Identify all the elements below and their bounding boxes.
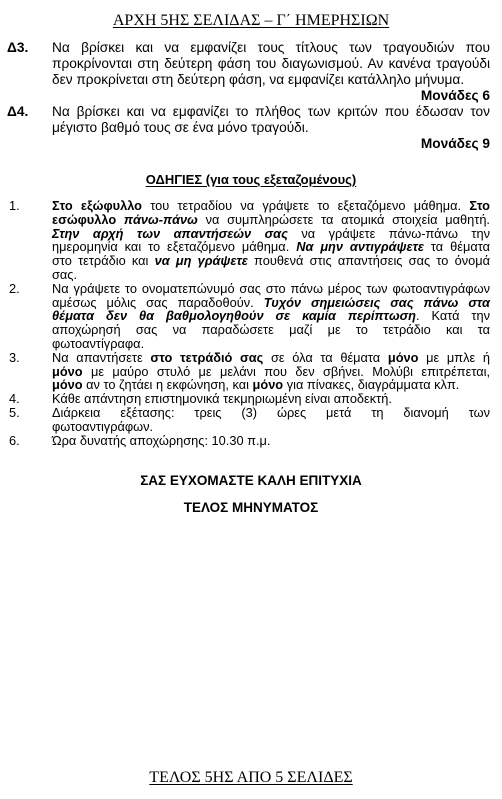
emphasis-text: μόνο <box>252 377 284 393</box>
instruction-text <box>52 199 490 282</box>
instruction-item-2 <box>0 282 502 351</box>
emphasis-text: στο τετράδιό σας <box>150 349 264 365</box>
text-run: με μαύρο στυλό με μελάνι που δεν σβήνει. Μολύβι επιτρέπεται, <box>82 363 490 379</box>
instruction-line <box>52 309 490 323</box>
text-run: του τετραδίου να γράψετε το εξεταζόμενο μάθημα. <box>141 198 470 213</box>
text-run: να γράψετε πάνω-πάνω την <box>287 225 490 241</box>
text-run: για πίνακες, διαγράμματα κλπ. <box>283 377 460 393</box>
instructions-title <box>0 172 502 188</box>
instruction-line <box>52 323 490 337</box>
text-run: φωτοαντίγραφα. <box>52 335 145 351</box>
instructions-list <box>0 199 502 447</box>
instruction-line <box>52 240 490 254</box>
instruction-item-4 <box>0 392 502 406</box>
instruction-number: 2. <box>9 280 20 296</box>
question-text <box>52 40 490 104</box>
instruction-line <box>52 392 490 406</box>
instruction-line <box>52 420 490 434</box>
instruction-line <box>52 406 490 420</box>
points-label: Μονάδες 9 <box>420 136 490 151</box>
questions-section <box>0 40 502 152</box>
closing-message: ΣΑΣ ΕΥΧΟΜΑΣΤΕ ΚΑΛΗ ΕΠΙΤΥΧΙΑ <box>140 473 362 488</box>
emphasis-text: μόνο <box>52 363 83 379</box>
page-footer <box>0 768 502 788</box>
instructions-title-text: ΟΔΗΓΙΕΣ (για τους εξεταζομένους) <box>145 172 357 187</box>
instruction-number: 6. <box>9 432 20 448</box>
end-of-message: ΤΕΛΟΣ ΜΗΝΥΜΑΤΟΣ <box>183 500 319 515</box>
emphasis-text: να μη γράψετε <box>154 253 248 269</box>
instruction-item-1 <box>0 199 502 282</box>
text-run: Ώρα δυνατής αποχώρησης: 10.30 π.μ. <box>52 432 271 448</box>
question-label: Δ4. <box>7 104 29 119</box>
instruction-text <box>52 434 490 448</box>
text-run: αποχώρησή σας να παραδώσετε μαζί με το τετράδιο και τα <box>52 322 490 338</box>
instruction-item-6 <box>0 434 502 448</box>
question-text <box>52 104 490 152</box>
instruction-number: 1. <box>9 198 20 213</box>
text-run: στο τετράδιο και <box>52 253 155 269</box>
text-run: φωτοαντιγράφων. <box>52 418 154 434</box>
page-header <box>0 11 502 31</box>
instruction-line <box>52 254 490 268</box>
emphasis-text: εσώφυλλο <box>52 211 124 227</box>
text-run: Διάρκεια εξέτασης: τρεις (3) ώρες μετά τη διανομή των <box>52 404 490 420</box>
text-run: ημερομηνία και το εξεταζόμενο μάθημα. <box>52 239 297 255</box>
question-line: δεν προκρίνεται στη δεύτερη φάση, να εμφανίζει κατάλληλο μήνυμα. <box>52 72 465 87</box>
page-footer-text: ΤΕΛΟΣ 5ΗΣ ΑΠΟ 5 ΣΕΛΙΔΕΣ <box>149 769 353 786</box>
emphasis-text: Τυχόν σημειώσεις σας πάνω στα <box>263 294 490 310</box>
instruction-number: 5. <box>9 404 20 420</box>
instruction-line <box>52 227 490 241</box>
instruction-line <box>52 434 490 448</box>
question-d3 <box>0 40 502 104</box>
question-line: μέγιστο βαθμό τους σε ένα μόνο τραγούδι. <box>52 120 309 135</box>
text-run: με μπλε ή <box>418 349 490 365</box>
question-line: προκρίνονται στη δεύτερη φάση του διαγωνισμού. Αν κανένα τραγούδι <box>52 56 490 71</box>
emphasis-text: Στο εξώφυλλο <box>52 198 142 213</box>
text-run: να συμπληρώσετε τα ατομικά στοιχεία μαθητή. <box>197 211 490 227</box>
text-run: σας. <box>52 266 78 282</box>
emphasis-text: θέματα δεν θα βαθμολογηθούν σε καμία περίπτωση <box>52 308 416 324</box>
emphasis-text: Στο <box>469 198 490 213</box>
emphasis-text: μόνο <box>52 377 83 393</box>
question-d4 <box>0 104 502 152</box>
instruction-line <box>52 268 490 282</box>
question-line: Να βρίσκει και να εμφανίζει τους τίτλους των τραγουδιών που <box>52 40 490 55</box>
instruction-line <box>52 365 490 379</box>
text-run: τα θέματα <box>423 239 490 255</box>
instruction-text <box>52 406 490 434</box>
instruction-line <box>52 378 490 392</box>
instruction-item-3 <box>0 351 502 392</box>
emphasis-text: πάνω-πάνω <box>123 211 198 227</box>
instruction-item-5 <box>0 406 502 434</box>
text-run: αν το ζητάει η εκφώνηση, και <box>82 377 253 393</box>
instruction-text <box>52 392 490 406</box>
instruction-line <box>52 296 490 310</box>
emphasis-text: Να μην αντιγράψετε <box>296 239 424 255</box>
instruction-text <box>52 282 490 351</box>
text-run: Να γράψετε το ονοματεπώνυμό σας στο πάνω μέρος των φωτοαντιγράφων <box>52 280 490 296</box>
text-run: σε όλα τα θέματα <box>263 349 388 365</box>
points-label: Μονάδες 6 <box>420 88 490 103</box>
instruction-line <box>52 351 490 365</box>
text-run: . Κατά την <box>415 308 490 324</box>
instruction-number: 3. <box>9 349 20 365</box>
instruction-line <box>52 282 490 296</box>
question-label: Δ3. <box>7 40 29 55</box>
page-header-text: ΑΡΧΗ 5ΗΣ ΣΕΛΙΔΑΣ – Γ΄ ΗΜΕΡΗΣΙΩΝ <box>112 12 390 29</box>
instruction-line <box>52 337 490 351</box>
instruction-text <box>52 351 490 392</box>
text-run: Κάθε απάντηση επιστημονικά τεκμηριωμένη είναι αποδεκτή. <box>52 391 392 407</box>
question-line: Να βρίσκει και να εμφανίζει το πλήθος των κριτών που έδωσαν τον <box>52 104 490 119</box>
instruction-line <box>52 213 490 227</box>
emphasis-text: μόνο <box>387 349 419 365</box>
instruction-line <box>52 199 490 213</box>
instruction-number: 4. <box>9 391 20 407</box>
text-run: πουθενά στις απαντήσεις σας το όνομά <box>247 253 490 269</box>
text-run: Να απαντήσετε <box>52 349 151 365</box>
text-run: αμέσως μόλις σας παραδοθούν. <box>52 294 264 310</box>
emphasis-text: Στην αρχή των απαντήσεών σας <box>52 225 288 241</box>
